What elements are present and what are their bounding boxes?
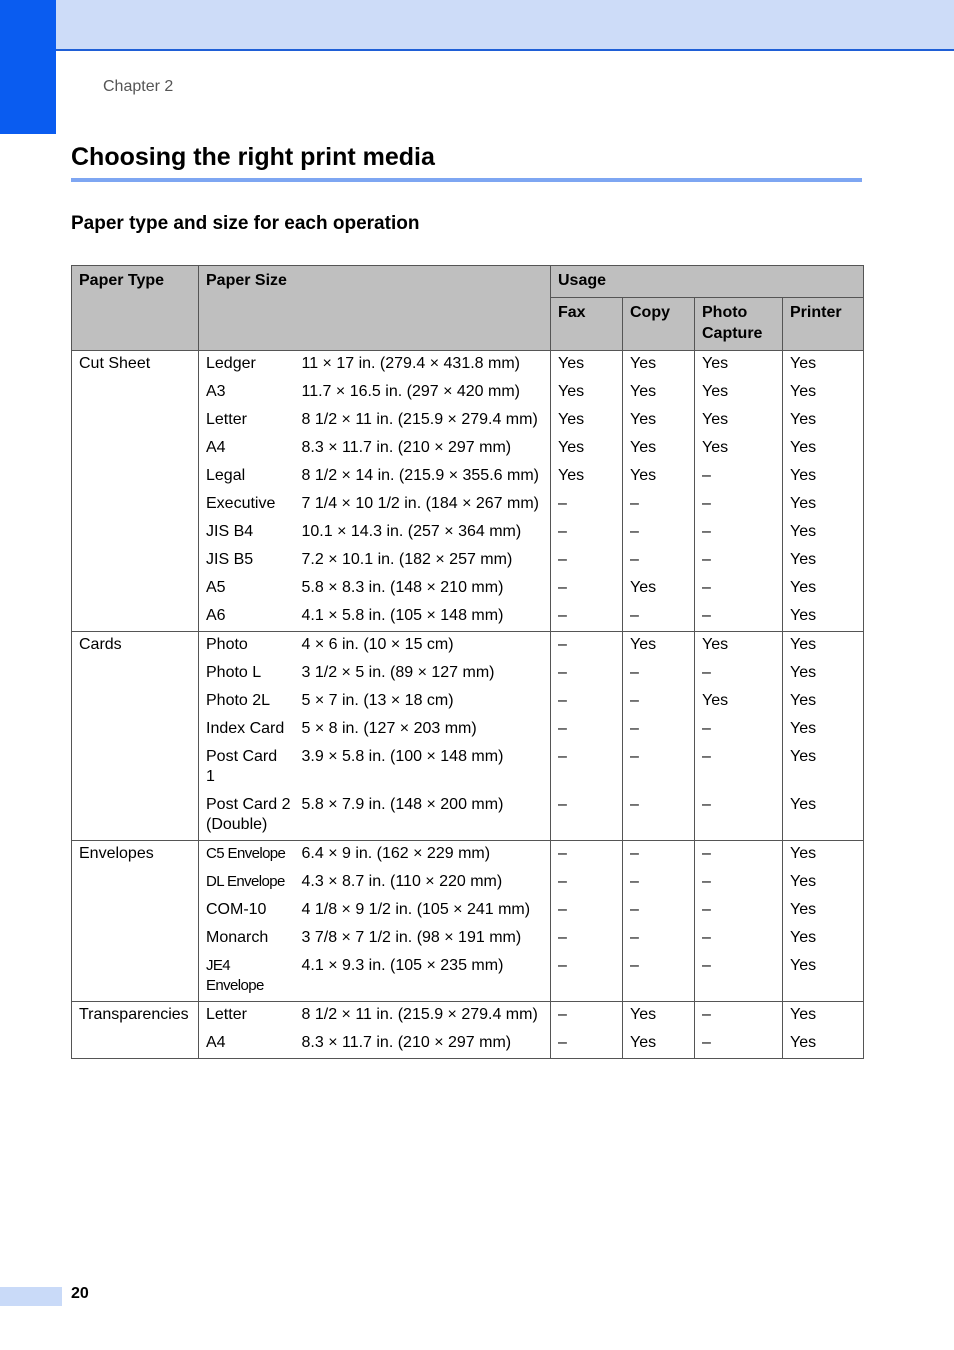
fax-cell: –: [551, 925, 623, 953]
paper-size-cell: 4 1/8 × 9 1/2 in. (105 × 241 mm): [301, 901, 531, 918]
fax-cell: –: [551, 744, 623, 792]
table-row: [72, 716, 864, 744]
fax-cell: –: [551, 792, 623, 841]
paper-size-cell: 5 × 7 in. (13 × 18 cm): [301, 692, 454, 709]
paper-name-cell: [199, 463, 295, 491]
paper-type-cell: [72, 716, 199, 744]
paper-size-cell: 5.8 × 8.3 in. (148 × 210 mm): [301, 579, 504, 596]
paper-type-cell: [72, 897, 199, 925]
paper-size-cell: 5 × 8 in. (127 × 203 mm): [301, 720, 477, 737]
header-copy: Copy: [623, 298, 695, 351]
printer-cell: Yes: [783, 897, 864, 925]
title-underline: [71, 178, 862, 182]
photo-capture-cell: Yes: [695, 688, 783, 716]
copy-cell: Yes: [623, 1030, 695, 1059]
photo-capture-cell: Yes: [695, 379, 783, 407]
fax-cell: –: [551, 953, 623, 1002]
paper-type-cell: [72, 435, 199, 463]
fax-cell: –: [551, 688, 623, 716]
paper-name: DL Envelope: [206, 873, 285, 890]
printer-cell: Yes: [783, 925, 864, 953]
fax-cell: –: [551, 519, 623, 547]
paper-name: Index Card: [206, 720, 285, 737]
paper-name-cell: [199, 379, 295, 407]
photo-capture-cell: –: [695, 716, 783, 744]
fax-cell: –: [551, 897, 623, 925]
paper-type-cell: Transparencies: [72, 1002, 199, 1031]
fax-cell: –: [551, 1002, 623, 1031]
paper-type-cell: [72, 407, 199, 435]
paper-name: COM-10: [206, 901, 267, 918]
header-printer: Printer: [783, 298, 864, 351]
paper-name-cell: [199, 435, 295, 463]
table-row: [72, 491, 864, 519]
printer-cell: Yes: [783, 792, 864, 841]
copy-cell: Yes: [623, 575, 695, 603]
fax-cell: –: [551, 547, 623, 575]
paper-type-cell: [72, 491, 199, 519]
fax-cell: Yes: [551, 351, 623, 380]
paper-name-cell: [199, 1002, 295, 1031]
copy-cell: Yes: [623, 351, 695, 380]
paper-type-cell: [72, 463, 199, 491]
copy-cell: –: [623, 688, 695, 716]
table-row: [72, 519, 864, 547]
printer-cell: Yes: [783, 407, 864, 435]
paper-name: Letter: [206, 1006, 247, 1023]
fax-cell: Yes: [551, 407, 623, 435]
paper-type-cell: [72, 519, 199, 547]
page-title: Choosing the right print media: [71, 143, 435, 171]
table-row: [72, 547, 864, 575]
paper-size-cell: 6.4 × 9 in. (162 × 229 mm): [295, 841, 551, 870]
photo-capture-cell: –: [695, 575, 783, 603]
photo-capture-cell: –: [695, 792, 783, 841]
paper-size-cell: 8 1/2 × 11 in. (215.9 × 279.4 mm): [301, 411, 538, 428]
paper-size-cell: 7.2 × 10.1 in. (182 × 257 mm): [301, 551, 513, 568]
paper-name: A5: [206, 579, 226, 596]
paper-type-cell: [72, 869, 199, 897]
paper-name: JIS B4: [206, 523, 254, 540]
copy-cell: Yes: [623, 435, 695, 463]
table-row: [72, 379, 864, 407]
fax-cell: –: [551, 1030, 623, 1059]
photo-capture-cell: –: [695, 491, 783, 519]
paper-size-cell: 8 1/2 × 14 in. (215.9 × 355.6 mm): [301, 467, 539, 484]
photo-capture-cell: –: [695, 547, 783, 575]
paper-name-cell: [199, 491, 295, 519]
paper-name-cell: [199, 792, 295, 841]
paper-type-cell: [72, 953, 199, 1002]
paper-name-cell: [199, 407, 295, 435]
photo-capture-cell: –: [695, 463, 783, 491]
table-row: [72, 953, 864, 1002]
fax-cell: –: [551, 575, 623, 603]
paper-name-cell: [199, 547, 295, 575]
paper-name: A6: [206, 607, 226, 624]
table-row: [72, 1030, 864, 1059]
copy-cell: Yes: [623, 1002, 695, 1031]
fax-cell: –: [551, 491, 623, 519]
paper-name: Ledger: [206, 355, 256, 372]
printer-cell: Yes: [783, 519, 864, 547]
paper-name: A4: [206, 439, 226, 456]
printer-cell: Yes: [783, 632, 864, 661]
table-row: [72, 792, 864, 841]
section-title: Paper type and size for each operation: [71, 213, 420, 234]
paper-size-cell: 5.8 × 7.9 in. (148 × 200 mm): [295, 792, 551, 841]
paper-name-cell: [199, 841, 295, 870]
header-fax: Fax: [551, 298, 623, 351]
fax-cell: –: [551, 869, 623, 897]
paper-name-cell: [199, 519, 295, 547]
paper-name: Monarch: [206, 929, 269, 946]
paper-name: JE4 Envelope: [206, 957, 264, 994]
photo-capture-cell: –: [695, 603, 783, 632]
table-row: [72, 632, 864, 661]
copy-cell: –: [623, 897, 695, 925]
paper-type-cell: [72, 744, 199, 792]
photo-capture-cell: –: [695, 519, 783, 547]
photo-capture-cell: Yes: [695, 351, 783, 380]
copy-cell: –: [623, 547, 695, 575]
copy-cell: –: [623, 953, 695, 1002]
paper-name-cell: [199, 744, 295, 792]
photo-capture-cell: –: [695, 1002, 783, 1031]
printer-cell: Yes: [783, 716, 864, 744]
paper-type-cell: [72, 575, 199, 603]
photo-capture-cell: –: [695, 660, 783, 688]
copy-cell: –: [623, 744, 695, 792]
chapter-tab: [0, 0, 56, 134]
paper-size-cell: 4 × 6 in. (10 × 15 cm): [295, 632, 551, 661]
header-photo-capture: Photo Capture: [695, 298, 783, 351]
chapter-label: Chapter 2: [103, 78, 174, 95]
photo-capture-cell: Yes: [695, 407, 783, 435]
copy-cell: Yes: [623, 632, 695, 661]
photo-capture-cell: –: [695, 841, 783, 870]
paper-name-cell: [199, 632, 295, 661]
header-paper-type: Paper Type: [72, 266, 199, 351]
photo-capture-cell: –: [695, 1030, 783, 1059]
paper-size-cell: 8.3 × 11.7 in. (210 × 297 mm): [301, 439, 512, 456]
paper-name-note: (Double): [206, 816, 268, 833]
table-row: [72, 435, 864, 463]
table-row: [72, 925, 864, 953]
paper-name-cell: [199, 660, 295, 688]
paper-size-cell: 7 1/4 × 10 1/2 in. (184 × 267 mm): [301, 495, 539, 512]
paper-type-cell: [72, 792, 199, 841]
printer-cell: Yes: [783, 575, 864, 603]
copy-cell: –: [623, 660, 695, 688]
paper-size-cell: 3.9 × 5.8 in. (100 × 148 mm): [301, 748, 504, 765]
printer-cell: Yes: [783, 841, 864, 870]
paper-type-cell: [72, 925, 199, 953]
paper-size-cell: 3 7/8 × 7 1/2 in. (98 × 191 mm): [301, 929, 522, 946]
copy-cell: Yes: [623, 407, 695, 435]
paper-size-cell: 10.1 × 14.3 in. (257 × 364 mm): [301, 523, 522, 540]
paper-type-size-table: [71, 265, 864, 1059]
paper-size-cell: 11.7 × 16.5 in. (297 × 420 mm): [301, 383, 520, 400]
paper-size-cell: 8 1/2 × 11 in. (215.9 × 279.4 mm): [295, 1002, 551, 1031]
paper-name-cell: [199, 575, 295, 603]
paper-name: Photo: [206, 636, 248, 653]
paper-size-cell: 3 1/2 × 5 in. (89 × 127 mm): [301, 664, 495, 681]
photo-capture-cell: –: [695, 897, 783, 925]
printer-cell: Yes: [783, 603, 864, 632]
table-row: [72, 351, 864, 380]
top-header-band: [0, 0, 954, 51]
fax-cell: –: [551, 603, 623, 632]
paper-type-cell: Envelopes: [72, 841, 199, 870]
printer-cell: Yes: [783, 953, 864, 1002]
paper-name-cell: [199, 1030, 295, 1059]
table-row: [72, 688, 864, 716]
paper-type-cell: [72, 547, 199, 575]
paper-type-cell: Cut Sheet: [72, 351, 199, 380]
copy-cell: Yes: [623, 463, 695, 491]
paper-name-cell: [199, 953, 295, 1002]
printer-cell: Yes: [783, 660, 864, 688]
copy-cell: –: [623, 603, 695, 632]
header-usage: Usage: [551, 266, 864, 298]
printer-cell: Yes: [783, 744, 864, 792]
photo-capture-cell: –: [695, 869, 783, 897]
fax-cell: Yes: [551, 463, 623, 491]
printer-cell: Yes: [783, 1002, 864, 1031]
fax-cell: Yes: [551, 379, 623, 407]
paper-type-cell: [72, 1030, 199, 1059]
table-row: [72, 897, 864, 925]
paper-type-cell: Cards: [72, 632, 199, 661]
paper-name: Letter: [206, 411, 247, 428]
table-body: [72, 351, 864, 1059]
paper-name: JIS B5: [206, 551, 254, 568]
paper-size-cell: 4.1 × 5.8 in. (105 × 148 mm): [295, 603, 551, 632]
paper-name: A4: [206, 1034, 226, 1051]
printer-cell: Yes: [783, 351, 864, 380]
paper-name-cell: [199, 351, 295, 380]
paper-size-cell: 8.3 × 11.7 in. (210 × 297 mm): [295, 1030, 551, 1059]
table-row: [72, 744, 864, 792]
fax-cell: Yes: [551, 435, 623, 463]
paper-name: Photo L: [206, 664, 262, 681]
page-number-marker: [0, 1287, 62, 1306]
photo-capture-cell: –: [695, 744, 783, 792]
copy-cell: –: [623, 491, 695, 519]
copy-cell: –: [623, 792, 695, 841]
table-row: [72, 603, 864, 632]
paper-name: A3: [206, 383, 226, 400]
printer-cell: Yes: [783, 1030, 864, 1059]
copy-cell: –: [623, 519, 695, 547]
photo-capture-cell: –: [695, 953, 783, 1002]
copy-cell: Yes: [623, 379, 695, 407]
paper-name-cell: [199, 716, 295, 744]
paper-name: Executive: [206, 495, 276, 512]
table-row: [72, 660, 864, 688]
printer-cell: Yes: [783, 688, 864, 716]
paper-name: Legal: [206, 467, 246, 484]
printer-cell: Yes: [783, 547, 864, 575]
page-number: 20: [71, 1285, 89, 1302]
paper-name: Post Card 2: [206, 796, 291, 813]
paper-type-cell: [72, 603, 199, 632]
printer-cell: Yes: [783, 379, 864, 407]
paper-name: C5 Envelope: [206, 845, 286, 862]
paper-type-cell: [72, 379, 199, 407]
photo-capture-cell: –: [695, 925, 783, 953]
paper-type-cell: [72, 660, 199, 688]
fax-cell: –: [551, 632, 623, 661]
paper-name: Photo 2L: [206, 692, 271, 709]
fax-cell: –: [551, 660, 623, 688]
paper-name-cell: [199, 897, 295, 925]
paper-size-cell: 11 × 17 in. (279.4 × 431.8 mm): [295, 351, 551, 380]
fax-cell: –: [551, 716, 623, 744]
printer-cell: Yes: [783, 491, 864, 519]
printer-cell: Yes: [783, 869, 864, 897]
table-row: [72, 1002, 864, 1031]
paper-name: Post Card 1: [206, 748, 278, 785]
paper-name-cell: [199, 688, 295, 716]
table-row: [72, 407, 864, 435]
paper-size-cell: 4.3 × 8.7 in. (110 × 220 mm): [301, 873, 503, 890]
table-row: [72, 575, 864, 603]
paper-name-cell: [199, 869, 295, 897]
paper-name-cell: [199, 925, 295, 953]
copy-cell: –: [623, 869, 695, 897]
table-row: [72, 463, 864, 491]
copy-cell: –: [623, 841, 695, 870]
photo-capture-cell: Yes: [695, 632, 783, 661]
paper-size-cell: 4.1 × 9.3 in. (105 × 235 mm): [295, 953, 551, 1002]
copy-cell: –: [623, 925, 695, 953]
table-row: [72, 869, 864, 897]
photo-capture-cell: Yes: [695, 435, 783, 463]
printer-cell: Yes: [783, 463, 864, 491]
fax-cell: –: [551, 841, 623, 870]
paper-type-cell: [72, 688, 199, 716]
printer-cell: Yes: [783, 435, 864, 463]
header-paper-size: Paper Size: [199, 266, 551, 351]
paper-name-cell: [199, 603, 295, 632]
copy-cell: –: [623, 716, 695, 744]
table-row: [72, 841, 864, 870]
